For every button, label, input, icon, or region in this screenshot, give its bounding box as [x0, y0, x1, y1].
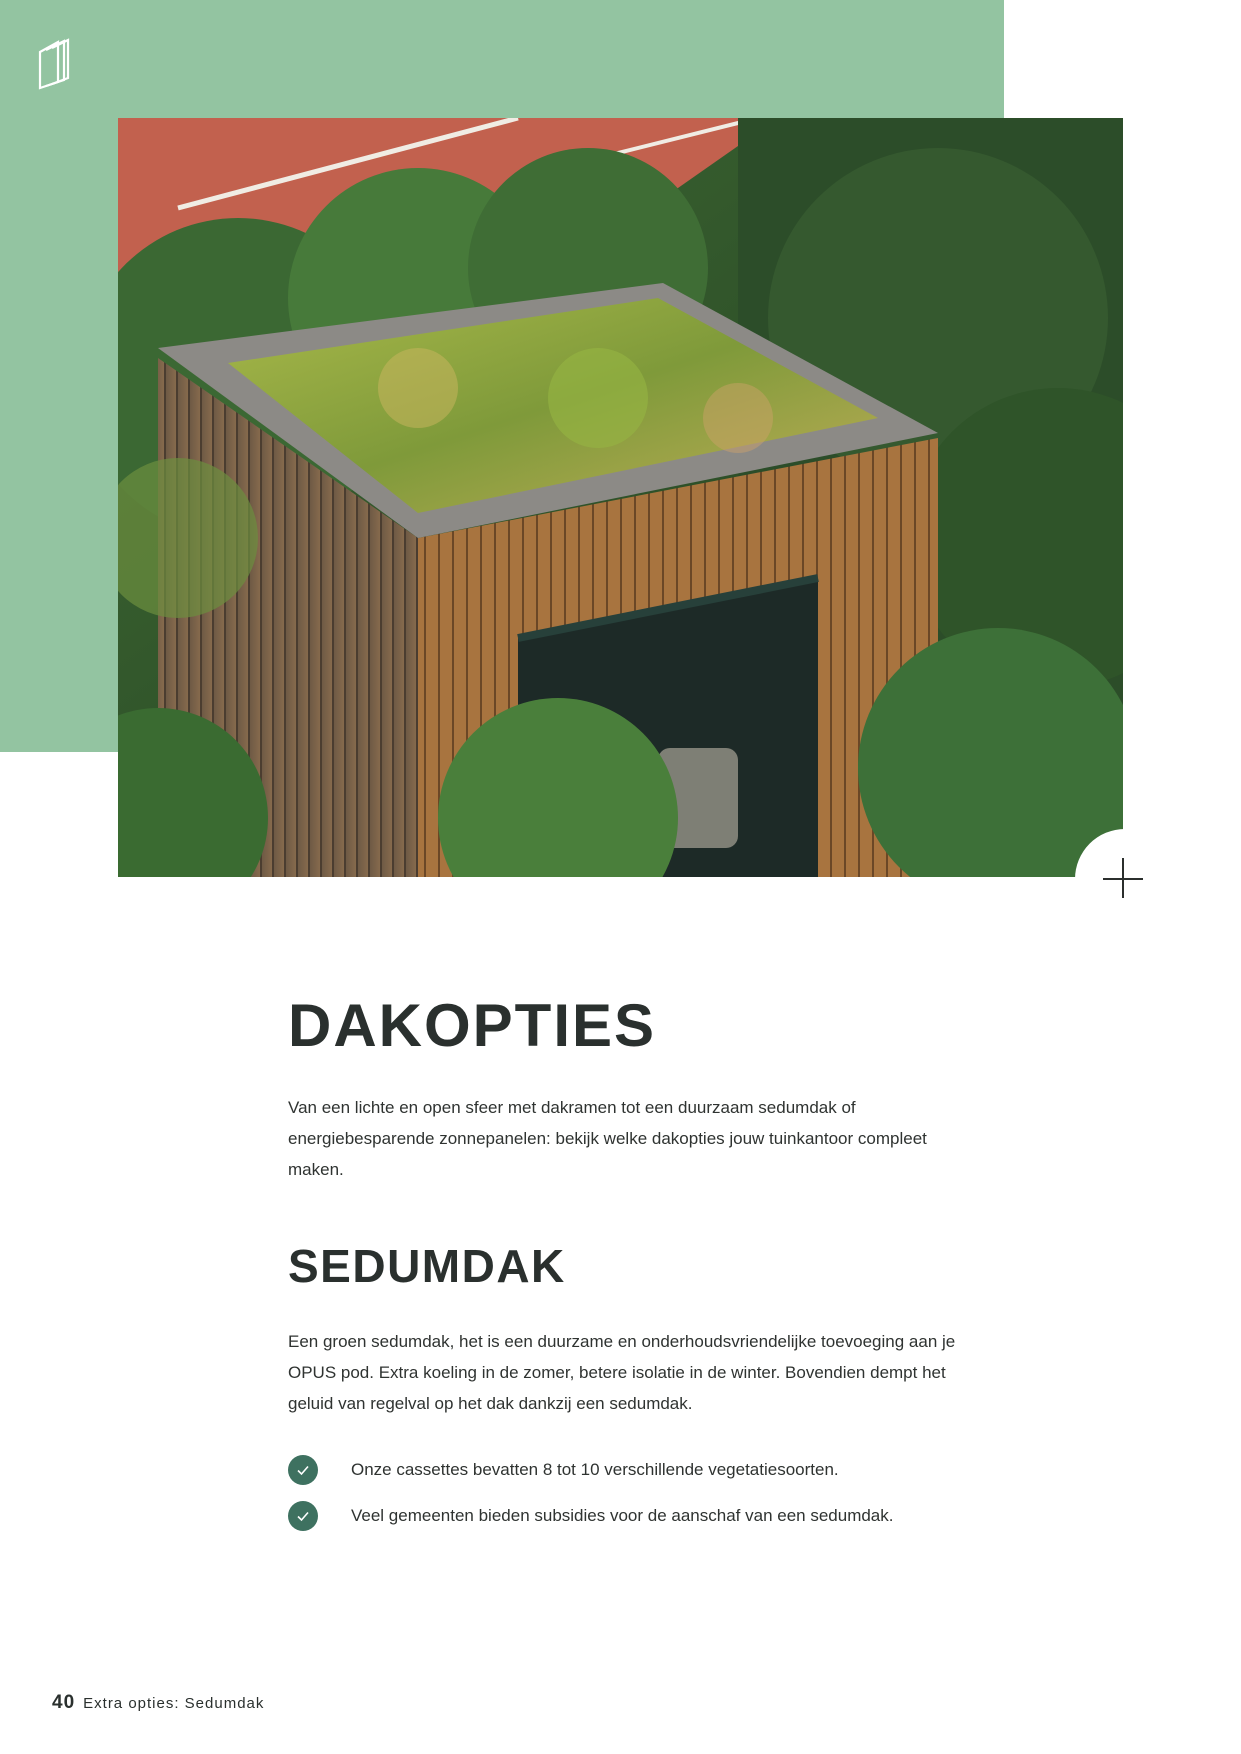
checklist-item [288, 1501, 968, 1531]
check-icon [288, 1455, 318, 1485]
check-icon [288, 1501, 318, 1531]
main-content [288, 992, 968, 1547]
expand-plus-button[interactable] [1075, 829, 1175, 929]
section-title: SEDUMDAK [288, 1240, 566, 1292]
checklist-item-text: Veel gemeenten bieden subsidies voor de aanschaf van een sedumdak. [351, 1506, 894, 1525]
footer-label: Extra opties: Sedumdak [83, 1695, 265, 1712]
intro-text: Van een lichte en open sfeer met dakramen tot een duurzaam sedumdak of energiebesparende zonnepanelen: bekijk welke dakopties jouw tuinkantoor compleet maken. [288, 1098, 927, 1179]
opus-logo-icon [36, 38, 70, 90]
page-number: 40 [52, 1692, 76, 1713]
page-title: DAKOPTIES [288, 992, 657, 1059]
checklist-item [288, 1455, 968, 1485]
feature-checklist [288, 1455, 968, 1531]
page-footer [52, 1692, 264, 1714]
section-text: Een groen sedumdak, het is een duurzame en onderhoudsvriendelijke toevoeging aan je OPUS pod. Extra koeling in de zomer, betere isolatie in de winter. Bovendien dempt het geluid van regelval op het dak dankzij een sedumdak. [288, 1332, 956, 1413]
sedum-roof-photo [118, 118, 1123, 877]
checklist-item-text: Onze cassettes bevatten 8 tot 10 verschillende vegetatiesoorten. [351, 1460, 839, 1479]
